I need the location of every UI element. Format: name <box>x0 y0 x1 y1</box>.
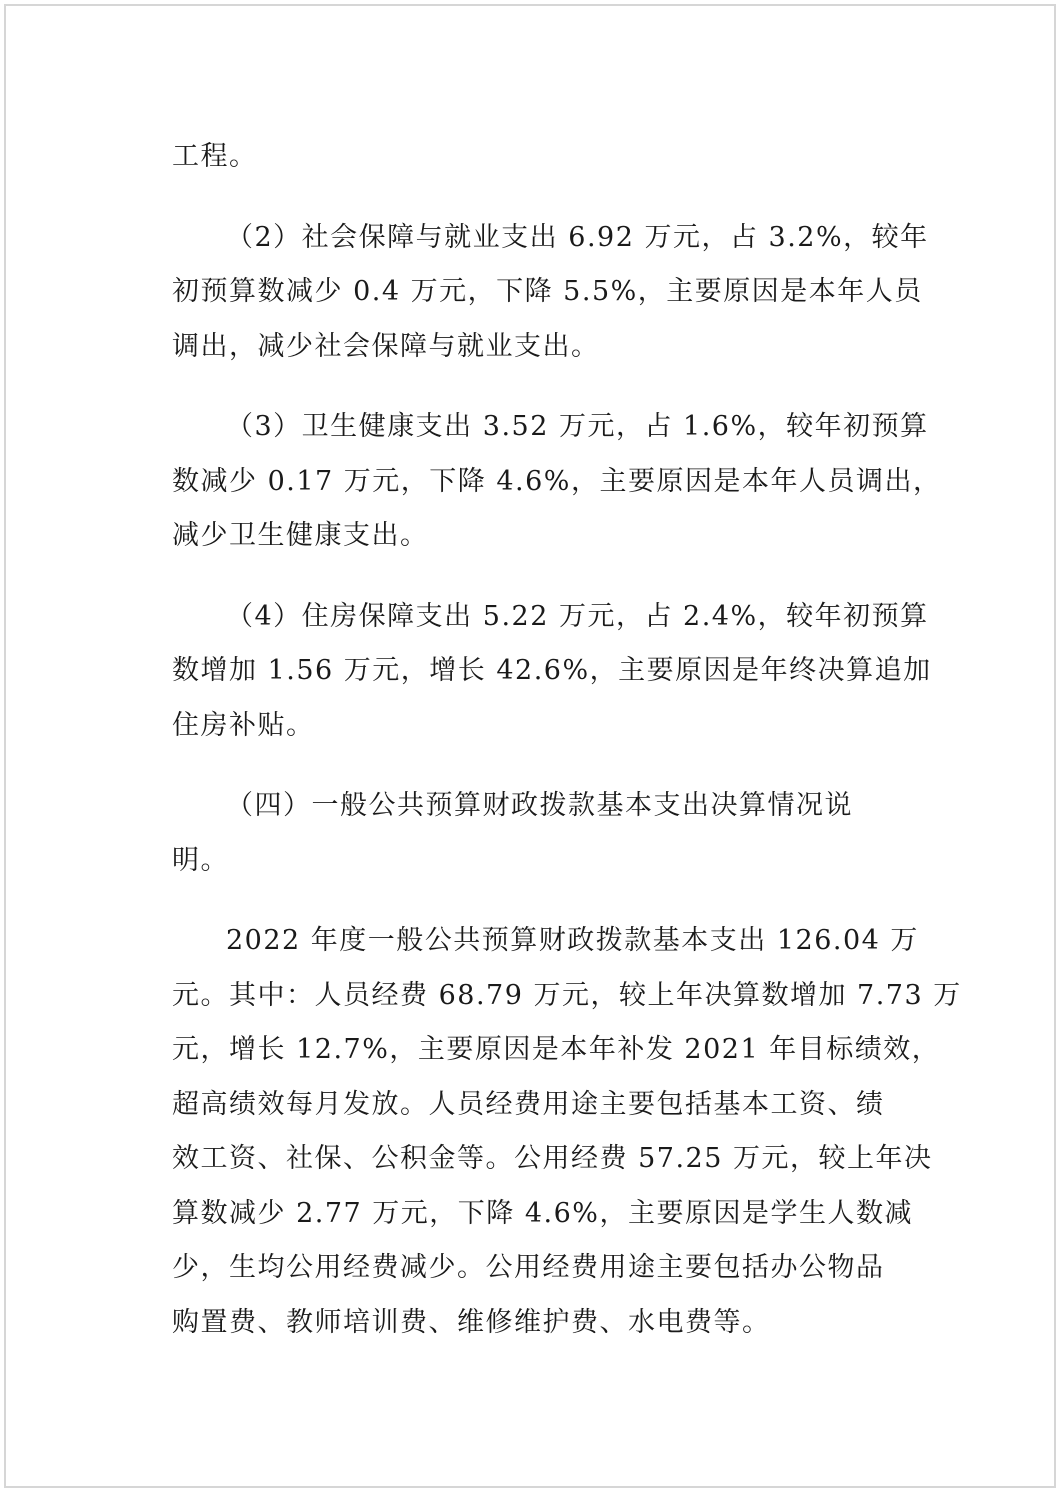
text-line: 初预算数减少 0.4 万元，下降 5.5%，主要原因是本年人员 <box>172 276 923 307</box>
text-line: 数减少 0.17 万元，下降 4.6%，主要原因是本年人员调出， <box>172 465 942 497</box>
text-line: 元。其中：人员经费 68.79 万元，较上年决算数增加 7.73 万 <box>172 979 962 1011</box>
text-line: 减少卫生健康支出。 <box>172 520 429 551</box>
paragraph-housing <box>172 590 932 754</box>
text-line: 2022 年度一般公共预算财政拨款基本支出 126.04 万 <box>226 925 919 956</box>
document-page <box>4 4 1056 1488</box>
text-line: 算数减少 2.77 万元，下降 4.6%，主要原因是学生人数减 <box>172 1197 913 1229</box>
paragraph-gap <box>172 374 896 400</box>
text-line: 效工资、社保、公积金等。公用经费 57.25 万元，较上年决 <box>172 1143 933 1174</box>
paragraph-gap <box>172 185 896 211</box>
text-line: （2）社会保障与就业支出 6.92 万元，占 3.2%，较年 <box>226 221 929 253</box>
text-line: 数增加 1.56 万元，增长 42.6%，主要原因是年终决算追加 <box>172 655 932 686</box>
document-body <box>172 130 962 1350</box>
paragraph-health <box>172 400 942 564</box>
paragraph-continuation <box>172 130 896 185</box>
text-line: 超高绩效每月发放。人员经费用途主要包括基本工资、绩 <box>172 1088 885 1120</box>
text-line: 少，生均公用经费减少。公用经费用途主要包括办公物品 <box>172 1252 885 1283</box>
paragraph-basic-expenditure <box>172 914 962 1350</box>
heading-line: 明。 <box>172 844 229 876</box>
text-line: 调出，减少社会保障与就业支出。 <box>172 330 600 362</box>
section-heading <box>172 779 896 888</box>
paragraph-gap <box>172 564 896 590</box>
text-line: 工程。 <box>172 141 258 172</box>
text-line: 元，增长 12.7%，主要原因是本年补发 2021 年目标绩效， <box>172 1034 941 1065</box>
paragraph-gap <box>172 888 896 914</box>
text-line: （3）卫生健康支出 3.52 万元，占 1.6%，较年初预算 <box>226 411 929 442</box>
paragraph-gap <box>172 753 896 779</box>
text-line: （4）住房保障支出 5.22 万元，占 2.4%，较年初预算 <box>226 600 929 632</box>
heading-line: （四）一般公共预算财政拨款基本支出决算情况说 <box>226 790 853 821</box>
text-line: 住房补贴。 <box>172 709 315 741</box>
paragraph-social-security <box>172 211 929 375</box>
text-line: 购置费、教师培训费、维修维护费、水电费等。 <box>172 1306 771 1338</box>
